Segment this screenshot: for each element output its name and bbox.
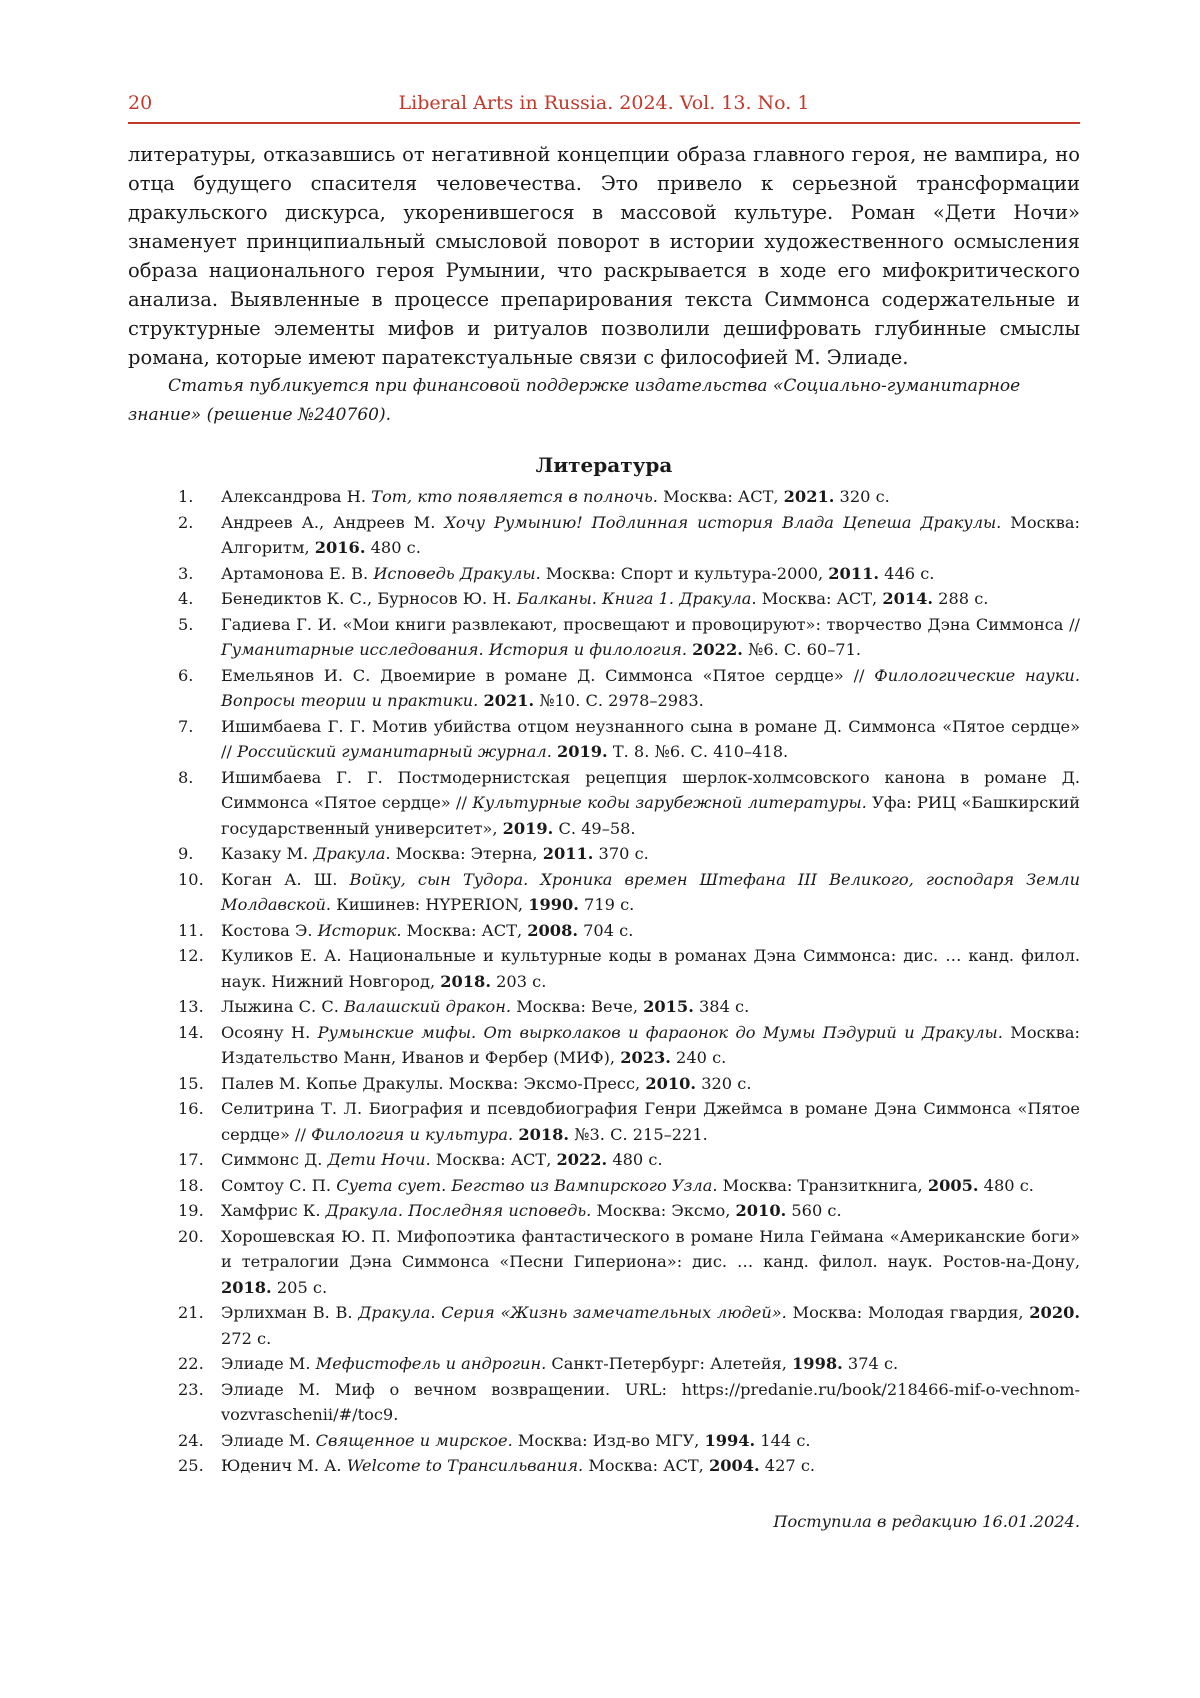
reference-item bbox=[128, 1096, 1080, 1147]
reference-text: 203 с. bbox=[490, 971, 547, 991]
reference-text: Филологические науки. Вопросы теории и практики. bbox=[221, 665, 1080, 710]
reference-item bbox=[128, 1377, 1080, 1428]
reference-text: Москва: Транзиткнига, bbox=[717, 1175, 928, 1195]
reference-text: 427 с. bbox=[759, 1456, 816, 1475]
reference-text: 374 с. bbox=[842, 1354, 899, 1373]
reference-item bbox=[128, 765, 1080, 842]
reference-number: 2. bbox=[178, 512, 194, 532]
reference-text: Дети Ночи. bbox=[327, 1150, 431, 1169]
reference-number: 22. bbox=[178, 1354, 204, 1373]
reference-text: Элиаде М. bbox=[221, 1430, 316, 1450]
reference-text: 2011. bbox=[828, 563, 879, 583]
reference-text: Артамонова Е. В. bbox=[221, 563, 374, 583]
reference-text: Москва: Эксмо, bbox=[591, 1201, 736, 1220]
reference-text: 2005. bbox=[927, 1175, 979, 1195]
reference-text: Москва: АСТ, bbox=[401, 920, 528, 940]
reference-number: 17. bbox=[178, 1150, 204, 1169]
reference-item bbox=[128, 663, 1080, 714]
reference-text: Гуманитарные исследования. История и филология. bbox=[221, 640, 687, 659]
reference-text: Хорошевская Ю. П. Мифопоэтика фантастического в романе Нила Геймана «Американские боги» и тетралогии Дэна Симмонса «Песни Гипериона»: дис. … канд. филол. наук. Ростов-на-Дону, bbox=[221, 1226, 1080, 1271]
reference-text: Священное и мирское. bbox=[315, 1430, 513, 1450]
received-date: Поступила в редакцию 16.01.2024. bbox=[773, 1511, 1080, 1531]
reference-text: 2022. bbox=[556, 1150, 608, 1169]
reference-text: 1990. bbox=[528, 895, 579, 914]
reference-text: 2011. bbox=[542, 844, 594, 863]
reference-item bbox=[128, 918, 1080, 944]
reference-text: Москва: АСТ, bbox=[583, 1456, 709, 1475]
reference-text: Хочу Румынию! Подлинная история Влада Цепеша Дракулы. bbox=[444, 512, 1002, 532]
reference-number: 15. bbox=[178, 1073, 204, 1093]
reference-text: 2020. bbox=[1029, 1303, 1080, 1322]
reference-text: 2018. bbox=[518, 1124, 570, 1144]
reference-number: 7. bbox=[178, 716, 194, 736]
reference-text: 1994. bbox=[704, 1430, 756, 1450]
reference-number: 11. bbox=[178, 920, 204, 940]
reference-text: Дракула. bbox=[313, 844, 391, 863]
reference-text: 2016. bbox=[314, 538, 366, 557]
reference-number: 18. bbox=[178, 1175, 204, 1195]
reference-text: 704 с. bbox=[577, 920, 634, 940]
reference-text: 2004. bbox=[708, 1456, 760, 1475]
reference-text: Москва: Спорт и культура-2000, bbox=[540, 563, 829, 583]
reference-item bbox=[128, 1351, 1080, 1377]
reference-text: Т. 8. №6. С. 410–418. bbox=[607, 742, 789, 761]
reference-text: Балканы. Книга 1. Дракула. bbox=[516, 589, 757, 608]
funding-note: Статья публикуется при финансовой поддержке издательства «Социально-гуманитарное знание» (решение №240760). bbox=[128, 376, 1021, 425]
reference-text: 2022. bbox=[692, 640, 743, 659]
reference-text: Элиаде М. bbox=[221, 1354, 316, 1373]
reference-text: Коган А. Ш. bbox=[221, 869, 350, 889]
reference-text: Осояну Н. bbox=[221, 1022, 318, 1042]
reference-number: 1. bbox=[178, 487, 194, 506]
reference-text: Москва: АСТ, bbox=[657, 487, 784, 506]
reference-number: 5. bbox=[178, 614, 194, 634]
reference-text: №6. С. 60–71. bbox=[742, 640, 862, 659]
reference-number: 6. bbox=[178, 665, 194, 685]
reference-item bbox=[128, 1224, 1080, 1301]
reference-text: 2019. bbox=[502, 818, 554, 838]
reference-text: Емельянов И. С. Двоемирие в романе Д. Симмонса «Пятое сердце» // bbox=[221, 665, 875, 685]
literature-heading: Литература bbox=[535, 453, 673, 477]
reference-text: Дракула. Последняя исповедь. bbox=[325, 1201, 592, 1220]
reference-text: Казаку М. bbox=[221, 844, 314, 863]
reference-text: Москва: АСТ, bbox=[430, 1150, 557, 1169]
reference-item bbox=[128, 943, 1080, 994]
reference-item bbox=[128, 1300, 1080, 1351]
reference-text: 272 с. bbox=[221, 1328, 272, 1348]
reference-text: Куликов Е. А. Национальные и культурные коды в романах Дэна Симмонса: дис. … канд. филол. наук. Нижний Новгород, bbox=[221, 946, 1080, 991]
reference-text: Юденич М. А. bbox=[221, 1456, 347, 1475]
article-body bbox=[128, 140, 1080, 1534]
reference-text: Валашский дракон. bbox=[344, 997, 512, 1016]
reference-text: 560 с. bbox=[786, 1201, 842, 1220]
reference-text: Симмонс Д. bbox=[221, 1150, 328, 1169]
reference-text: Москва: Молодая гвардия, bbox=[786, 1303, 1030, 1322]
reference-text: 719 с. bbox=[578, 895, 635, 914]
reference-text: Москва: АСТ, bbox=[756, 589, 883, 608]
reference-text: Москва: Вече, bbox=[511, 997, 644, 1016]
reference-list bbox=[128, 484, 1080, 1479]
reference-number: 12. bbox=[178, 946, 204, 965]
reference-item bbox=[128, 561, 1080, 587]
reference-text: Гадиева Г. И. «Мои книги развлекают, просвещают и провоцируют»: творчество Дэна Симмонса // bbox=[221, 614, 1080, 634]
reference-text: Лыжина С. С. bbox=[221, 997, 345, 1016]
reference-number: 10. bbox=[178, 869, 204, 889]
reference-item bbox=[128, 841, 1080, 867]
reference-text: Селитрина Т. Л. Биография и псевдобиография Генри Джеймса в романе Дэна Симмонса «Пятое сердце» // bbox=[221, 1099, 1080, 1144]
reference-number: 24. bbox=[178, 1430, 204, 1450]
reference-item bbox=[128, 510, 1080, 561]
reference-item bbox=[128, 1173, 1080, 1199]
reference-text: 205 с. bbox=[271, 1277, 328, 1297]
reference-text: 2019. bbox=[557, 742, 608, 761]
reference-item bbox=[128, 714, 1080, 765]
reference-item bbox=[128, 484, 1080, 510]
reference-number: 13. bbox=[178, 997, 204, 1016]
reference-text: Войку, сын Тудора. Хроника времен Штефана III Великого, господаря Земли Молдавской. bbox=[221, 869, 1080, 914]
reference-number: 8. bbox=[178, 767, 194, 787]
reference-text: Андреев А., Андреев М. bbox=[221, 512, 445, 532]
reference-text: 2018. bbox=[440, 971, 491, 991]
reference-item bbox=[128, 1020, 1080, 1071]
reference-text: Российский гуманитарный журнал. bbox=[237, 742, 552, 761]
reference-text: Суета сует. Бегство из Вампирского Узла. bbox=[336, 1175, 718, 1195]
reference-number: 9. bbox=[178, 844, 194, 863]
reference-text: Welcome to Трансильвания. bbox=[346, 1456, 584, 1475]
reference-item bbox=[128, 1147, 1080, 1173]
reference-text: Мефистофель и андрогин. bbox=[315, 1354, 547, 1373]
reference-text: 1998. bbox=[792, 1354, 843, 1373]
reference-number: 21. bbox=[178, 1303, 204, 1322]
reference-text: Ишимбаева Г. Г. Постмодернистская рецепция шерлок-холмсовского канона в романе Д. Симмонса «Пятое сердце» // bbox=[221, 767, 1080, 812]
reference-text: 2010. bbox=[645, 1073, 697, 1093]
reference-text: 240 с. bbox=[670, 1048, 727, 1067]
reference-text: Эрлихман В. В. bbox=[221, 1303, 359, 1322]
reference-text: Культурные коды зарубежной литературы. bbox=[472, 793, 867, 812]
reference-text: Филология и культура. bbox=[311, 1124, 514, 1144]
reference-text: Костова Э. bbox=[221, 920, 318, 940]
reference-text: 2014. bbox=[882, 589, 934, 608]
reference-number: 19. bbox=[178, 1201, 204, 1220]
reference-item bbox=[128, 586, 1080, 612]
reference-text: 320 с. bbox=[696, 1073, 752, 1093]
reference-text: Москва: Алгоритм, bbox=[221, 512, 1080, 557]
reference-text: 2008. bbox=[527, 920, 578, 940]
reference-text: Москва: Издательство Манн, Иванов и Фербер (МИФ), bbox=[221, 1022, 1080, 1067]
reference-text: 384 с. bbox=[693, 997, 750, 1016]
reference-text: 144 с. bbox=[755, 1430, 811, 1450]
reference-text: 480 с. bbox=[978, 1175, 1034, 1195]
reference-text: 2015. bbox=[643, 997, 694, 1016]
reference-text: 320 с. bbox=[834, 487, 890, 506]
reference-text: 2021. bbox=[483, 691, 535, 710]
reference-number: 14. bbox=[178, 1022, 204, 1042]
reference-text: 288 с. bbox=[933, 589, 989, 608]
reference-text: Дракула. Серия «Жизнь замечательных людей». bbox=[358, 1303, 787, 1322]
reference-text: 2021. bbox=[783, 487, 835, 506]
reference-text: Румынские мифы. От вырколаков и фараонок до Мумы Пэдурий и Дракулы. bbox=[317, 1022, 1003, 1042]
reference-number: 4. bbox=[178, 589, 194, 608]
reference-item bbox=[128, 1071, 1080, 1097]
reference-number: 16. bbox=[178, 1099, 204, 1118]
reference-text: 446 с. bbox=[879, 563, 935, 583]
reference-text: Москва: Изд-во МГУ, bbox=[512, 1430, 705, 1450]
reference-text: 370 с. bbox=[593, 844, 649, 863]
reference-text: Исповедь Дракулы. bbox=[373, 563, 541, 583]
reference-text: 2023. bbox=[620, 1048, 671, 1067]
reference-text: 480 с. bbox=[607, 1150, 663, 1169]
reference-text: Историк. bbox=[317, 920, 402, 940]
reference-item bbox=[128, 1453, 1080, 1479]
reference-number: 23. bbox=[178, 1379, 204, 1399]
reference-number: 20. bbox=[178, 1226, 204, 1246]
reference-text: 480 с. bbox=[365, 538, 421, 557]
reference-text: 2010. bbox=[735, 1201, 787, 1220]
reference-item bbox=[128, 867, 1080, 918]
reference-item bbox=[128, 1428, 1080, 1454]
reference-text: Ишимбаева Г. Г. Мотив убийства отцом неузнанного сына в романе Д. Симмонса «Пятое сердце» // bbox=[221, 716, 1080, 761]
reference-text: Александрова Н. bbox=[221, 487, 372, 506]
reference-text: Тот, кто появляется в полночь. bbox=[371, 487, 658, 506]
reference-text: Элиаде М. Миф о вечном возвращении. URL: https://predanie.ru/book/218466-mif-o-vechnom-vozvraschenii/#/toc9. bbox=[221, 1379, 1080, 1424]
reference-text: С. 49–58. bbox=[553, 818, 636, 838]
reference-number: 25. bbox=[178, 1456, 204, 1475]
reference-text: Санкт-Петербург: Алетейя, bbox=[546, 1354, 793, 1373]
reference-text: Кишинев: HYPERION, bbox=[331, 895, 529, 914]
reference-item bbox=[128, 1198, 1080, 1224]
reference-text: Палев М. Копье Дракулы. Москва: Эксмо-Пресс, bbox=[221, 1073, 646, 1093]
reference-text: Сомтоу С. П. bbox=[221, 1175, 337, 1195]
reference-text: Бенедиктов К. С., Бурносов Ю. Н. bbox=[221, 589, 517, 608]
reference-item bbox=[128, 994, 1080, 1020]
reference-text: №3. С. 215–221. bbox=[569, 1124, 708, 1144]
journal-title: Liberal Arts in Russia. 2024. Vol. 13. No. 1 bbox=[398, 92, 810, 114]
body-paragraph: литературы, отказавшись от негативной концепции образа главного героя, не вампира, но отца будущего спасителя человечества. Это привело к серьезной трансформации дракульского дискурса, укоренившегося в массовой культуре. Роман «Дети Ночи» знаменует принципиальный смысловой поворот в истории художественного осмысления образа национального героя Румынии, что раскрывается в ходе его мифокритического анализа. Выявленные в процессе препарирования текста Симмонса содержательные и структурные элементы мифов и ритуалов позволили дешифровать глубинные смыслы романа, которые имеют паратекстуальные связи с философией М. Элиаде. bbox=[128, 143, 1080, 369]
running-header bbox=[128, 86, 1080, 124]
page-number: 20 bbox=[128, 92, 153, 114]
reference-text: 2018. bbox=[221, 1277, 272, 1297]
reference-item bbox=[128, 612, 1080, 663]
reference-text: Москва: Этерна, bbox=[390, 844, 543, 863]
reference-text: Уфа: РИЦ «Башкирский государственный университет», bbox=[221, 793, 1081, 838]
reference-text: №10. С. 2978–2983. bbox=[534, 691, 704, 710]
reference-number: 3. bbox=[178, 563, 194, 583]
reference-text: Хамфрис К. bbox=[221, 1201, 326, 1220]
